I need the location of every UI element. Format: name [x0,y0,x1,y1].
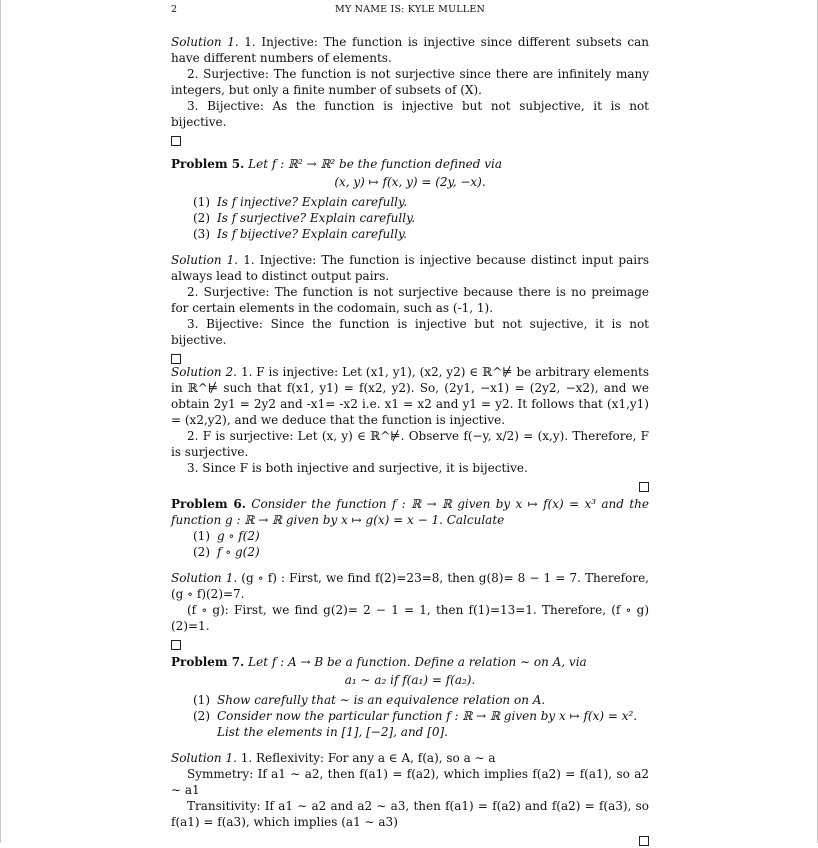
list-item-continuation: List the elements in [1], [−2], and [0]. [217,725,448,739]
solution-label: Solution 2. [171,365,237,379]
solution-block-e [171,750,649,846]
solution-paragraph: (f ∘ g): First, we find g(2)= 2 − 1 = 1, then f(1)=13=1. Therefore, (f ∘ g)(2)=1. [171,603,649,633]
qed-box-icon [171,640,181,650]
problem-text: Let f : ℝ² → ℝ² be the function defined via [248,157,503,171]
list-item: (3) Is f bijective? Explain carefully. [193,227,407,241]
problem-5 [171,156,649,242]
problem-list [193,528,649,560]
problem-6 [171,496,649,560]
solution-paragraph: 3. Bijective: As the function is injective but not subjective, it is not bijective. [171,99,649,129]
solution-label: Solution 1. [171,35,239,49]
list-item: (2) f ∘ g(2) [193,545,260,559]
problem-list [193,692,649,740]
document-body [171,34,649,846]
solution-block-d [171,570,649,650]
problem-text: Let f : A → B be a function. Define a relation ∼ on A, via [248,655,587,669]
solution-paragraph: (g ∘ f) : First, we find f(2)=23=8, then g(8)= 8 − 1 = 7. Therefore, (g ∘ f)(2)=7. [171,571,649,601]
header-title: MY NAME IS: KYLE MULLEN [335,4,485,15]
problem-text: Consider the function f : ℝ → ℝ given by x ↦ f(x) = x³ and the function g : ℝ → ℝ given by x ↦ g(x) = x − 1. Calculate [171,497,649,527]
solution-paragraph: 2. Surjective: The function is not surjective because there is no preimage for certain elements in the codomain, such as (-1, 1). [171,285,649,315]
solution-block-a [171,34,649,146]
qed-box-icon [171,354,181,364]
solution-label: Solution 1. [171,571,238,585]
solution-paragraph: 1. F is injective: Let (x1, y1), (x2, y2) ∈ ℝ^⊭ be arbitrary elements in ℝ^⊭ such that f(x1, y1) = f(x2, y2). So, (2y1, −x1) = (2y2, −x2), and we obtain 2y1 = 2y2 and -x1= -x2 i.e. x1 = x2 and y1 = y2. It follows that (x1,y1) = (x2,y2), and we deduce that the function is injective. [171,365,649,427]
problem-label: Problem 7. [171,655,245,669]
running-header [1,4,818,18]
list-item: (1) Is f injective? Explain carefully. [193,195,408,209]
display-equation: (x, y) ↦ f(x, y) = (2y, −x). [334,175,486,189]
solution-paragraph: Transitivity: If a1 ∼ a2 and a2 ∼ a3, then f(a1) = f(a2) and f(a2) = f(a3), so f(a1) = f(a3), which implies (a1 ∼ a3) [171,799,649,829]
qed-box-icon [639,482,649,492]
solution-paragraph: 1. Injective: The function is injective since different subsets can have different numbers of elements. [171,35,649,65]
solution-paragraph: 2. Surjective: The function is not surjective since there are infinitely many integers, but only a finite number of subsets of (X). [171,67,649,97]
problem-label: Problem 6. [171,497,246,511]
list-item: (1) Show carefully that ∼ is an equivalence relation on A. [193,693,546,707]
qed-box-icon [639,836,649,846]
solution-paragraph: 2. F is surjective: Let (x, y) ∈ ℝ^⊭. Observe f(−y, x/2) = (x,y). Therefore, F is surjective. [171,429,649,459]
solution-label: Solution 1. [171,751,237,765]
page-number: 2 [171,4,178,15]
solution-paragraph: 1. Reflexivity: For any a ∈ A, f(a), so a ∼ a [240,751,496,765]
solution-paragraph: Symmetry: If a1 ∼ a2, then f(a1) = f(a2), which implies f(a2) = f(a1), so a2 ∼ a1 [171,767,649,797]
solution-paragraph: 1. Injective: The function is injective because distinct input pairs always lead to distinct output pairs. [171,253,649,283]
solution-paragraph: 3. Bijective: Since the function is injective but not sujective, it is not bijective. [171,317,649,347]
display-equation: a₁ ∼ a₂ if f(a₁) = f(a₂). [344,673,476,687]
problem-list [193,194,649,242]
list-item: (1) g ∘ f(2) [193,529,260,543]
problem-7 [171,654,649,740]
solution-block-c [171,364,649,492]
solution-paragraph: 3. Since F is both injective and surjective, it is bijective. [187,461,528,475]
list-item: (2) Is f surjective? Explain carefully. [193,211,416,225]
solution-label: Solution 1. [171,253,239,267]
list-item: (2) Consider now the particular function f : ℝ → ℝ given by x ↦ f(x) = x². [193,709,638,723]
problem-label: Problem 5. [171,157,245,171]
solution-block-b [171,252,649,364]
qed-box-icon [171,136,181,146]
